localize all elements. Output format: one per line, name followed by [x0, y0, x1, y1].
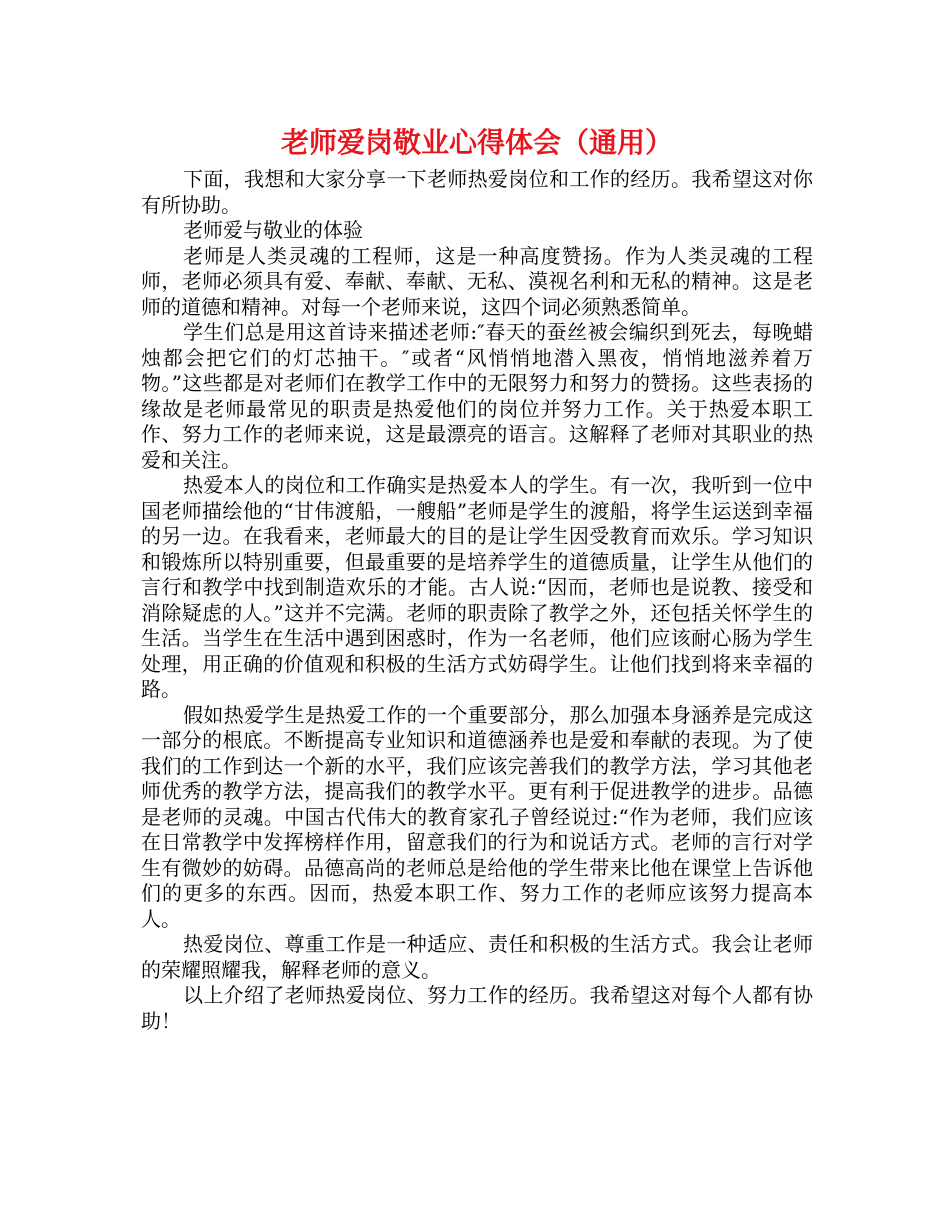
section-heading: 老师爱与敬业的体验: [183, 218, 363, 242]
paragraph-body-1: 老师是人类灵魂的工程师，这是一种高度赞扬。作为人类灵魂的工程师，老师必须具有爱、奉献、奉献、无私、漠视名利和无私的精神。这是老师的道德和精神。对每一个老师来说，这四个词必须熟悉简单。: [141, 243, 813, 319]
paragraph-conclusion: 以上介绍了老师热爱岗位、努力工作的经历。我希望这对每个人都有协助！: [141, 983, 813, 1033]
paragraph-body-2: 学生们总是用这首诗来描述老师:″春天的蚕丝被会编织到死去，每晚蜡烛都会把它们的灯芯抽干。″或者“风悄悄地潜入黑夜，悄悄地滋养着万物。”这些都是对老师们在教学工作中的无限努力和努力的赞扬。这些表扬的缘故是老师最常见的职责是热爱他们的岗位并努力工作。关于热爱本职工作、努力工作的老师来说，这是最漂亮的语言。这解释了老师对其职业的热爱和关注。: [141, 320, 813, 472]
document-page: [141, 123, 813, 1034]
document-title: 老师爱岗敬业心得体会（通用）: [280, 126, 673, 159]
paragraph-body-4: 假如热爱学生是热爱工作的一个重要部分，那么加强本身涵养是完成这一部分的根底。不断提高专业知识和道德涵养也是爱和奉献的表现。为了使我们的工作到达一个新的水平，我们应该完善我们的教学方法，学习其他老师优秀的教学方法，提高我们的教学水平。更有利于促进教学的进步。品德是老师的灵魂。中国古代伟大的教育家孔子曾经说过:“作为老师，我们应该在日常教学中发挥榜样作用，留意我们的行为和说话方式。老师的言行对学生有微妙的妨碍。品德高尚的老师总是给他的学生带来比他在课堂上告诉他们的更多的东西。因而，热爱本职工作、努力工作的老师应该努力提高本人。: [141, 702, 813, 931]
paragraph-intro: 下面，我想和大家分享一下老师热爱岗位和工作的经历。我希望这对你有所协助。: [141, 167, 813, 217]
paragraph-body-3: 热爱本人的岗位和工作确实是热爱本人的学生。有一次，我听到一位中国老师描绘他的“甘伟渡船，一艘船”老师是学生的渡船，将学生运送到幸福的另一边。在我看来，老师最大的目的是让学生因受教育而欢乐。学习知识和锻炼所以特别重要，但最重要的是培养学生的道德质量，让学生从他们的言行和教学中找到制造欢乐的才能。古人说:“因而，老师也是说教、接受和消除疑虑的人。”这并不完满。老师的职责除了教学之外，还包括关怀学生的生活。当学生在生活中遇到困惑时，作为一名老师，他们应该耐心肠为学生处理，用正确的价值观和积极的生活方式妨碍学生。让他们找到将来幸福的路。: [141, 473, 813, 701]
paragraph-body-5: 热爱岗位、尊重工作是一种适应、责任和积极的生活方式。我会让老师的荣耀照耀我，解释老师的意义。: [141, 932, 813, 982]
